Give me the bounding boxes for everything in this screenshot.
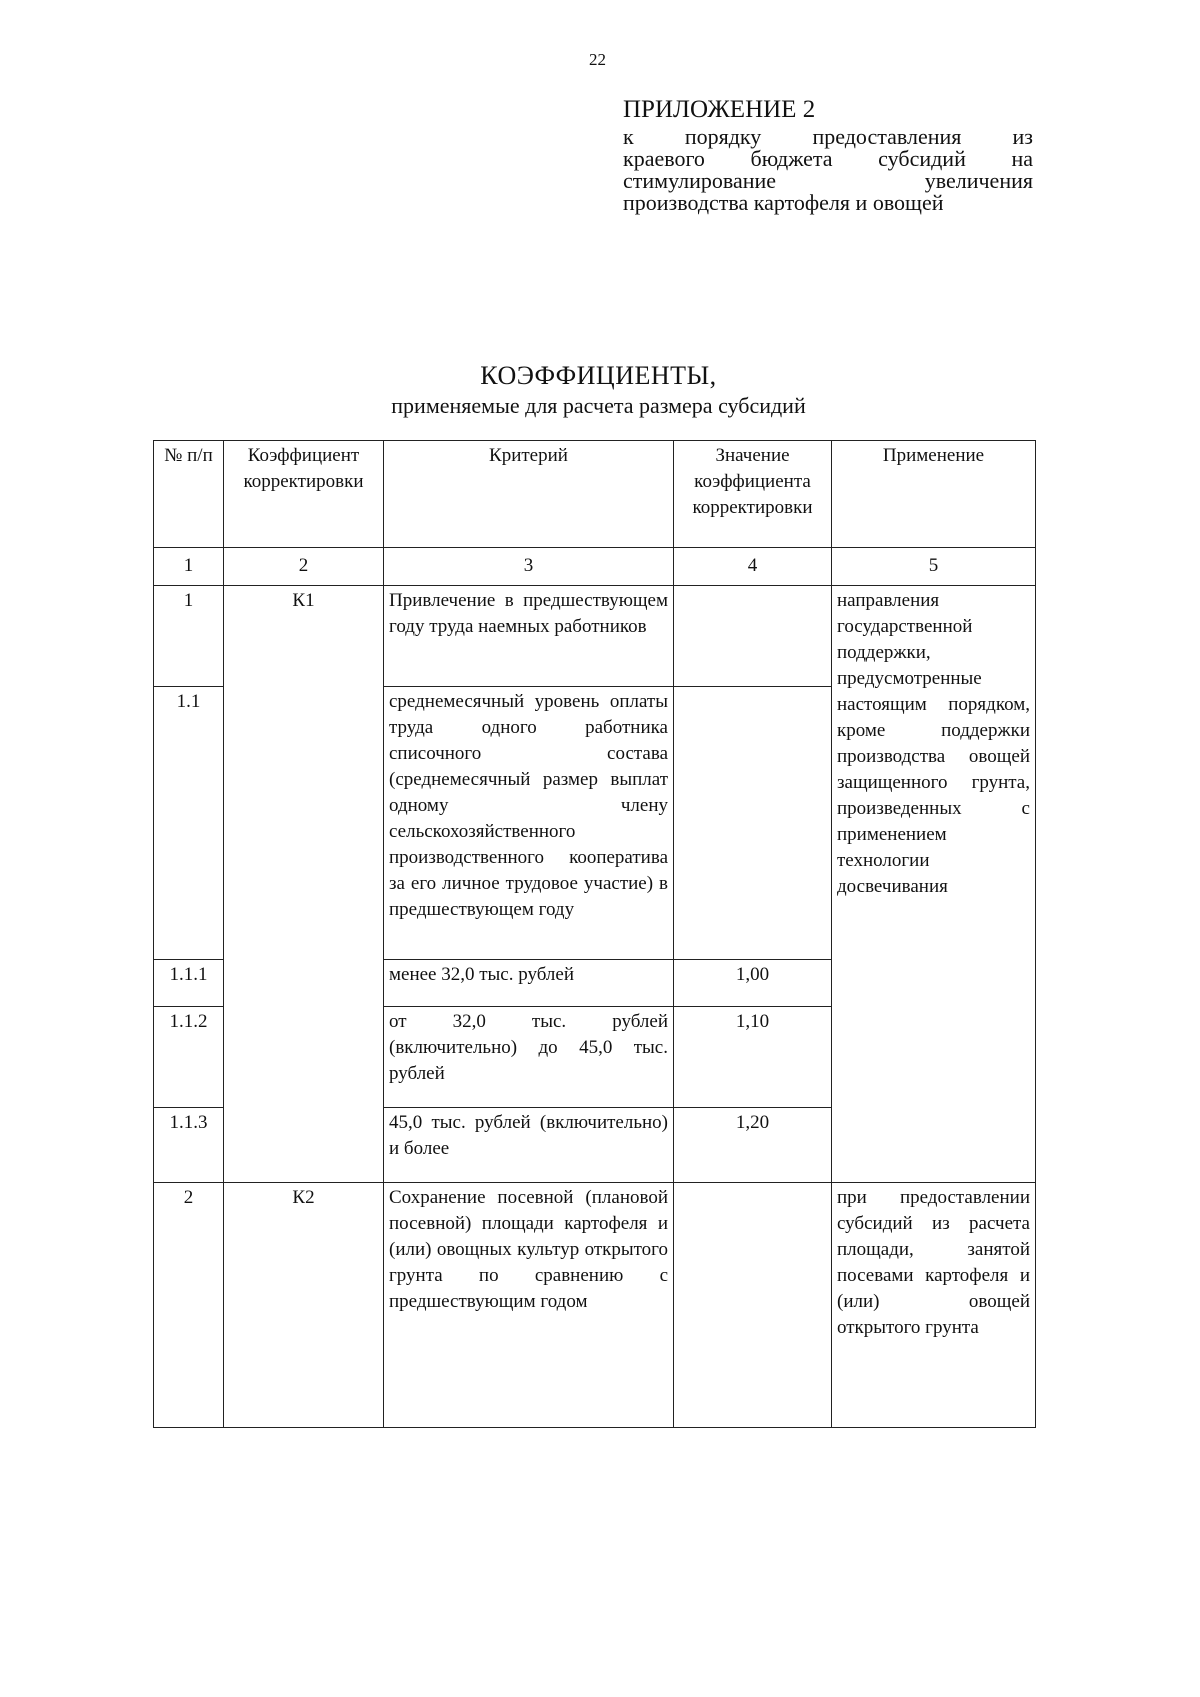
page-number: 22 — [589, 50, 606, 69]
row-num: 1.1.2 — [154, 1007, 224, 1108]
column-number: 2 — [224, 548, 384, 586]
row-criterion: Сохранение посевной (плановой посевной) площади картофеля и (или) овощных культур открытого грунта по сравнению с предшествующим годом — [384, 1183, 674, 1428]
appendix-line: краевого бюджета субсидий на — [623, 146, 1033, 171]
row-coefficient: К1 — [224, 586, 384, 1183]
appendix-line: производства картофеля и овощей — [623, 190, 944, 215]
row-application: при предоставлении субсидий из расчета площади, занятой посевами картофеля и (или) овощей открытого грунта — [832, 1183, 1036, 1428]
row-value: 1,10 — [674, 1007, 832, 1108]
coefficients-table — [153, 440, 1036, 1428]
header-application: Применение — [832, 441, 1036, 548]
row-criterion: среднемесячный уровень оплаты труда одного работника списочного состава (среднемесячный размер выплат одному члену сельскохозяйственного производственного кооператива за его личное трудовое участие) в предшествующем году — [384, 687, 674, 960]
appendix-heading: ПРИЛОЖЕНИЕ 2 — [623, 96, 816, 123]
header-value: Значение коэффициента корректировки — [674, 441, 832, 548]
row-coefficient: К2 — [224, 1183, 384, 1428]
column-number: 1 — [154, 548, 224, 586]
row-application: направления государственной поддержки, предусмотренные настоящим порядком, кроме поддержки производства овощей защищенного грунта, произведенных с применением технологии досвечивания — [832, 586, 1036, 1183]
header-coefficient: Коэффициент корректировки — [224, 441, 384, 548]
row-value — [674, 687, 832, 960]
row-value — [674, 586, 832, 687]
appendix-line: к порядку предоставления из — [623, 124, 1033, 149]
row-criterion: менее 32,0 тыс. рублей — [384, 960, 674, 1007]
row-criterion: Привлечение в предшествующем году труда наемных работников — [384, 586, 674, 687]
row-num: 1.1 — [154, 687, 224, 960]
row-num: 1.1.3 — [154, 1108, 224, 1183]
row-value: 1,20 — [674, 1108, 832, 1183]
column-number: 4 — [674, 548, 832, 586]
table-header-row — [154, 441, 1036, 548]
appendix-line: стимулирование увеличения — [623, 168, 1033, 193]
column-number: 3 — [384, 548, 674, 586]
row-num: 2 — [154, 1183, 224, 1428]
column-number: 5 — [832, 548, 1036, 586]
table-row — [154, 1183, 1036, 1428]
document-title-block — [150, 360, 1047, 420]
row-num: 1 — [154, 586, 224, 687]
row-criterion: от 32,0 тыс. рублей (включительно) до 45,0 тыс. рублей — [384, 1007, 674, 1108]
row-num: 1.1.1 — [154, 960, 224, 1007]
table-row — [154, 586, 1036, 687]
document-title: КОЭФФИЦИЕНТЫ, — [480, 361, 717, 390]
row-value — [674, 1183, 832, 1428]
appendix-header — [623, 96, 1033, 214]
row-value: 1,00 — [674, 960, 832, 1007]
header-num: № п/п — [154, 441, 224, 548]
header-criterion: Критерий — [384, 441, 674, 548]
column-number-row — [154, 548, 1036, 586]
document-subtitle: применяемые для расчета размера субсидий — [391, 393, 806, 418]
row-criterion: 45,0 тыс. рублей (включительно) и более — [384, 1108, 674, 1183]
